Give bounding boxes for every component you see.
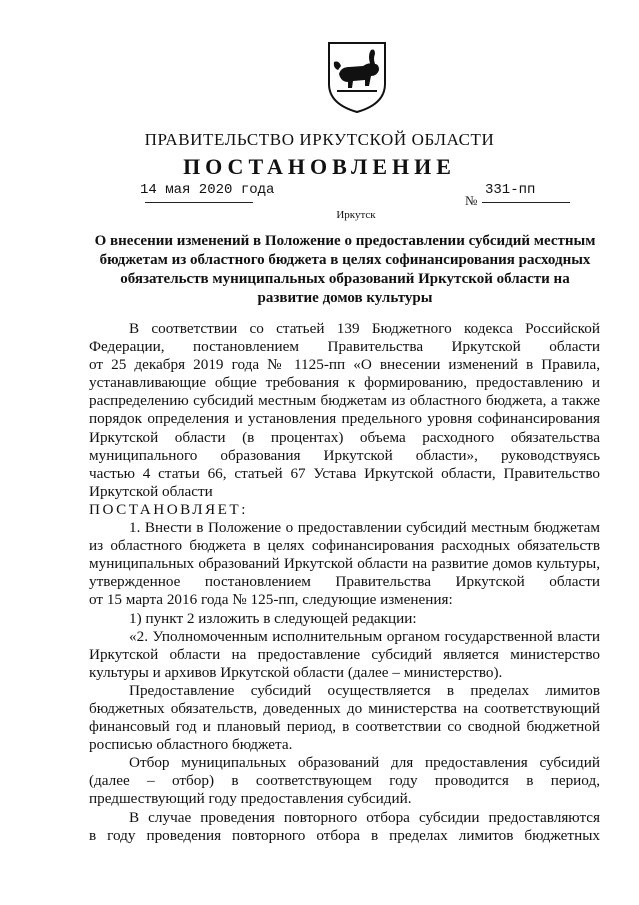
body-line: Иркутской области <box>89 482 213 500</box>
number-underline <box>482 202 570 203</box>
body-line: росписью областного бюджета. <box>89 736 293 754</box>
document-body <box>89 320 600 845</box>
body-line: распределению субсидий местным бюджетам из областного бюджета, а также <box>89 392 600 410</box>
body-line: финансовый год и плановый период, в соответствии со сводной бюджетной <box>89 718 600 736</box>
city-name: Иркутск <box>336 209 376 221</box>
body-line: 1) пункт 2 изложить в следующей редакции: <box>129 609 417 627</box>
body-line: предшествующий году предоставления субсидий. <box>89 790 412 808</box>
body-line: муниципальных образований Иркутской области на развитие домов культуры, <box>89 555 600 573</box>
body-line: Иркутской области на предоставление субсидий является министерство <box>89 645 600 663</box>
body-line: 1. Внести в Положение о предоставлении субсидий местным бюджетам <box>129 519 600 537</box>
document-type: ПОСТАНОВЛЕНИЕ <box>183 154 456 179</box>
date-underline <box>145 202 253 203</box>
body-line: от 15 марта 2016 года № 125-пп, следующие изменения: <box>89 591 453 609</box>
body-line: частью 4 статьи 66, статьей 67 Устава Иркутской области, Правительство <box>89 464 600 482</box>
body-line: порядок определения и установления предельного уровня софинансирования <box>89 410 600 428</box>
number-sign: № <box>465 193 478 208</box>
document-date: 14 мая 2020 года <box>140 182 275 198</box>
body-line: устанавливающие общие требования к формированию, предоставлению и <box>89 374 600 392</box>
body-line: «2. Уполномоченным исполнительным органом государственной власти <box>129 627 600 645</box>
body-line: В соответствии со статьей 139 Бюджетного кодекса Российской <box>129 320 600 337</box>
resolves-heading: ПОСТАНОВЛЯЕТ: <box>89 500 248 518</box>
body-line: муниципального образования Иркутской области», руководствуясь <box>89 446 600 464</box>
document-title: О внесении изменений в Положение о предоставлении субсидий местным бюджетам из областного бюджета в целях софинансирования расходных обязательств муниципальных образований Иркутской области на развитие домов культуры <box>94 233 596 306</box>
irkutsk-coat-of-arms-icon <box>325 40 389 114</box>
body-line: бюджетных обязательств, доведенных до министерства на соответствующий <box>89 699 600 717</box>
body-line: Федерации, постановлением Правительства Иркутской области <box>89 338 600 356</box>
organization-name: ПРАВИТЕЛЬСТВО ИРКУТСКОЙ ОБЛАСТИ <box>144 130 495 149</box>
body-line: В случае проведения повторного отбора субсидии предоставляются <box>129 808 600 826</box>
body-line: Иркутской области (в процентах) объема расходного обязательства <box>89 428 600 446</box>
body-line: от 25 декабря 2019 года № 1125-пп «О внесении изменений в Правила, <box>89 356 600 374</box>
body-line: культуры и архивов Иркутской области (далее – министерство). <box>89 663 503 681</box>
body-line: утвержденное постановлением Правительства Иркутской области <box>89 573 600 591</box>
body-line: из областного бюджета в целях софинансирования расходных обязательств <box>89 537 600 555</box>
body-line: (далее – отбор) в соответствующем году проводится в период, <box>89 772 600 790</box>
body-line: в году проведения повторного отбора в пределах лимитов бюджетных <box>89 826 600 844</box>
body-line: Предоставление субсидий осуществляется в пределах лимитов <box>129 681 600 699</box>
body-line: Отбор муниципальных образований для предоставления субсидий <box>129 754 600 772</box>
document-number: 331-пп <box>485 182 536 198</box>
